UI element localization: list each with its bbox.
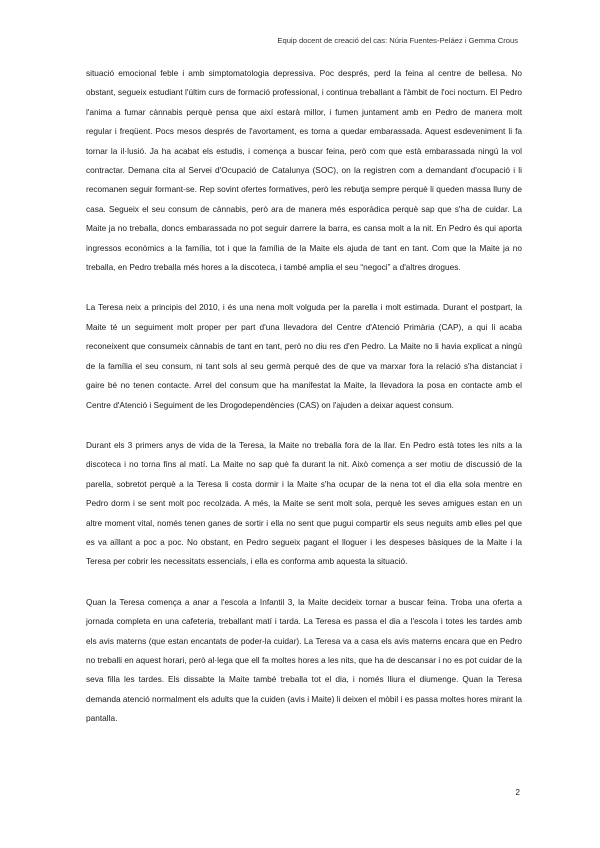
paragraph: Durant els 3 primers anys de vida de la Teresa, la Maite no treballa fora de la llar. En Pedro està totes les nits a la discoteca i no torna fins al matí. La Maite no sap què fa durant la nit. Això comença a ser motiu de discussió de la parella, sobretot perquè a la Teresa li costa dormir i la Maite s'ha ocupar de la nena tot el dia ella sola mentre en Pedro dorm i se sent molt poc recolzada. A més, la Maite se sent molt sola, perquè les seves amigues estan en un altre moment vital, només tenen ganes de sortir i ella no sent que pugui compartir els seus neguits amb elles pel que es va aïllant a poc a poc. No obstant, en Pedro segueix pagant el lloguer i les despeses bàsiques de la Maite i la Teresa per cobrir les necessitats essencials, i ella es conforma amb aquesta la situació.	[86, 439, 522, 567]
page-number: 2	[515, 787, 520, 797]
paragraph: situació emocional feble i amb simptomatologia depressiva. Poc després, perd la feina al centre de bellesa. No obstant, segueix estudiant l'últim curs de formació professional, i continua treballant a l'àmbit de l'oci nocturn. El Pedro l'anima a fumar cànnabis perquè pensa que així estarà millor, i fumen juntament amb en Pedro de manera molt regular i freqüent. Pocs mesos després de l'avortament, es torna a quedar embarassada. Aquest esdeveniment li fa tornar la il·lusió. Ja ha acabat els estudis, i comença a buscar feina, però com que està embarassada ningú la vol contractar. Demana cita al Servei d'Ocupació de Catalunya (SOC), on la registren com a demandant d'ocupació i li recomanen seguir formant-se. Rep sovint ofertes formatives, però les rebutja sempre perquè li queden massa lluny de casa. Segueix el seu consum de cànnabis, però ara de manera més esporàdica perquè sap que s'ha de cuidar. La Maite ja no treballa, doncs embarassada no pot seguir darrere la barra, es cansa molt a la nit. En Pedro és qui aporta ingressos econòmics a la família, tot i que la família de la Maite els ajuda de tant en tant. Com que la Maite ja no treballa, en Pedro treballa més hores a la discoteca, i també amplia el seu “negoci” a d'altres drogues.	[86, 68, 522, 273]
paragraph: Quan la Teresa comença a anar a l'escola a Infantil 3, la Maite decideix tornar a buscar feina. Troba una oferta a jornada completa en una cafeteria, treballant matí i tarda. La Teresa es passa el dia a l'escola i totes les tardes amb els avis materns (que estan encantats de poder-la cuidar). La Teresa va a casa els avis materns encara que en Pedro no treballi en aquest horari, però al·lega que ell fa moltes hores a les nits, que ha de descansar i no es pot cuidar de la seva filla les tardes. Els dissabte la Maite també treballa tot el dia, i només lliura el diumenge. Quan la Teresa demanda atenció normalment els adults que la cuiden (avis i Maite) li deixen el mòbil i es passa moltes hores mirant la pantalla.	[86, 596, 522, 724]
running-header: Equip docent de creació del cas: Núria Fuentes-Peláez i Gemma Crous	[277, 36, 518, 45]
paragraph: La Teresa neix a principis del 2010, i és una nena molt volguda per la parella i molt estimada. Durant el postpart, la Maite té un seguiment molt proper per part d'una llevadora del Centre d'Atenció Primària (CAP), a qui li acaba reconeixent que consumeix cànnabis de tant en tant, però no diu res d'en Pedro. La Maite no li havia explicat a ningú de la família el seu consum, ni tant sols al seu germà perquè des de que va marxar fora la relació s'ha distanciat i gaire bé no tenen contacte. Arrel del consum que ha manifestat la Maite, la llevadora la posa en contacte amb el Centre d'Atenció i Seguiment de les Drogodependències (CAS) on l'ajuden a deixar aquest consum.	[86, 302, 522, 410]
document-body	[86, 64, 522, 750]
